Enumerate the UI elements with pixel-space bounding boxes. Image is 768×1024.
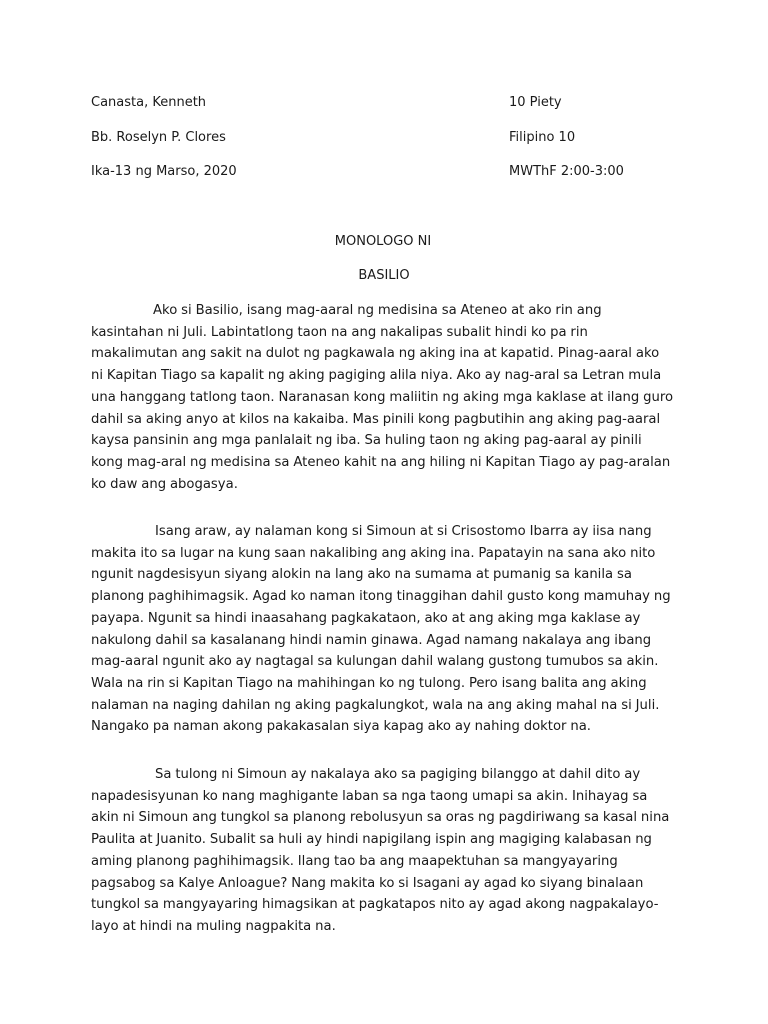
document-title-line2: BASILIO	[358, 268, 410, 283]
subject-label: Filipino 10	[509, 130, 576, 145]
paragraph-3: Sa tulong ni Simoun ay nakalaya ako sa pagiging bilanggo at dahil dito ay napadesisyunan ko nang maghigante laban sa nga taong umapi sa akin. Inihayag sa akin ni Simoun ang tungkol sa planong rebolusyun sa oras ng pagdiriwang sa kasal nina Paulita at Juanito. Subalit sa huli ay hindi napigilang ispin ang magiging kalabasan ng aming planong paghihimagsik. Ilang tao ba ang maapektuhan sa mangyayaring pagsabog sa Kalye Anloague? Nang makita ko si Isagani ay agad ko siyang binalaan tungkol sa mangyayaring himagsikan at pagkatapos nito ay agad akong nagpakalayo-layo at hindi na muling nagpakita na.	[91, 767, 670, 934]
teacher-name: Bb. Roselyn P. Clores	[91, 130, 226, 145]
schedule-label: MWThF 2:00-3:00	[509, 164, 624, 179]
document-title-line1: MONOLOGO NI	[334, 234, 432, 249]
date-label: Ika-13 ng Marso, 2020	[91, 164, 237, 179]
paragraph-2: Isang araw, ay nalaman kong si Simoun at si Crisostomo Ibarra ay iisa nang makita ito sa lugar na kung saan nakalibing ang aking ina. Papatayin na sana ako nito ngunit nagdesisyun siyang alokin na lang ako na sumama at pumanig sa kanila sa planong paghihimagsik. Agad ko naman itong tinaggihan dahil gusto kong mamuhay ng payapa. Ngunit sa hindi inaasahang pagkakataon, ako at ang aking mga kaklase ay nakulong dahil sa kasalanang hindi namin ginawa. Agad namang nakalaya ang ibang mag-aaral ngunit ako ay nagtagal sa kulungan dahil walang gustong tumubos sa akin. Wala na rin si Kapitan Tiago na mahihingan ko ng tulong. Pero isang balita ang aking nalaman na naging dahilan ng aking pagkalungkot, wala na ang aking mahal na si Juli. Nangako pa naman akong pakakasalan siya kapag ako ay nahing doktor na.	[91, 524, 671, 735]
section-label: 10 Piety	[509, 95, 562, 110]
student-name: Canasta, Kenneth	[91, 95, 207, 110]
paragraph-1: Ako si Basilio, isang mag-aaral ng medisina sa Ateneo at ako rin ang kasintahan ni Juli. Labintatlong taon na ang nakalipas subalit hindi ko pa rin makalimutan ang sakit na dulot ng pagkawala ng aking ina at kapatid. Pinag-aaral ako ni Kapitan Tiago sa kapalit ng aking pagiging alila niya. Ako ay nag-aral sa Letran mula una hanggang tatlong taon. Naranasan kong maliitin ng aking mga kaklase at ilang guro dahil sa aking anyo at kilos na kakaiba. Mas pinili kong pagbutihin ang aking pag-aaral kaysa pansinin ang mga panlalait ng iba. Sa huling taon ng aking pag-aaral ay pinili kong mag-aral ng medisina sa Ateneo kahit na ang hiling ni Kapitan Tiago ay pag-aralan ko daw ang abogasya.	[91, 303, 674, 492]
